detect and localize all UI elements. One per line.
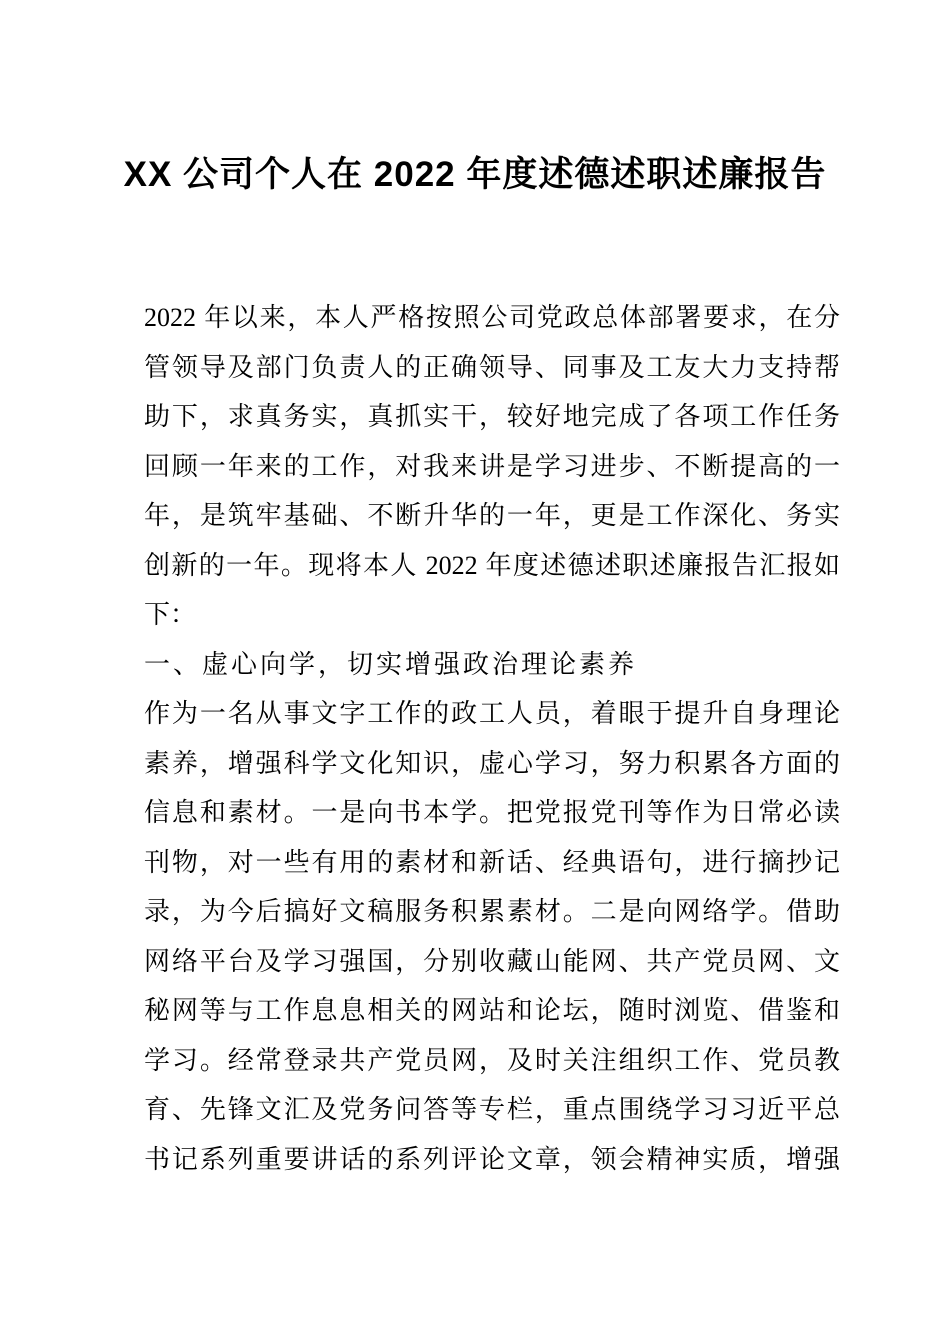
text-line: 学习。经常登录共产党员网，及时关注组织工作、党员教	[144, 1045, 840, 1075]
text-line: 助下，求真务实，真抓实干，较好地完成了各项工作任务	[144, 402, 840, 431]
text-line: 管领导及部门负责人的正确领导、同事及工友大力支持帮	[144, 352, 840, 382]
text-line: 网络平台及学习强国，分别收藏山能网、共产党员网、文	[144, 946, 840, 976]
text-line: 书记系列重要讲话的系列评论文章，领会精神实质，增强	[144, 1144, 840, 1174]
text-line: 下：	[144, 600, 197, 629]
heading-line: 一、虚心向学，切实增强政治理论素养	[144, 649, 638, 679]
text-line: 育、先锋文汇及党务问答等专栏，重点围绕学习习近平总	[144, 1095, 840, 1124]
text-line: 秘网等与工作息息相关的网站和论坛，随时浏览、借鉴和	[144, 996, 840, 1025]
text-line: 回顾一年来的工作，对我来讲是学习进步、不断提高的一	[144, 451, 840, 481]
text-line: 创新的一年。现将本人 2022 年度述德述职述廉报告汇报如	[144, 550, 840, 580]
text-line: 刊物，对一些有用的素材和新话、经典语句，进行摘抄记	[144, 847, 840, 877]
text-line: 录，为今后搞好文稿服务积累素材。二是向网络学。借助	[144, 897, 840, 926]
text-line: 2022 年以来，本人严格按照公司党政总体部署要求，在分	[144, 303, 840, 332]
text-line: 作为一名从事文字工作的政工人员，着眼于提升自身理论	[144, 699, 840, 728]
document-title: XX 公司个人在 2022 年度述德述职述廉报告	[123, 155, 827, 194]
text-line: 信息和素材。一是向书本学。把党报党刊等作为日常必读	[144, 798, 840, 827]
document-body	[144, 293, 840, 1184]
text-line: 素养，增强科学文化知识，虚心学习，努力积累各方面的	[144, 748, 840, 778]
text-line: 年，是筑牢基础、不断升华的一年，更是工作深化、务实	[144, 501, 840, 530]
